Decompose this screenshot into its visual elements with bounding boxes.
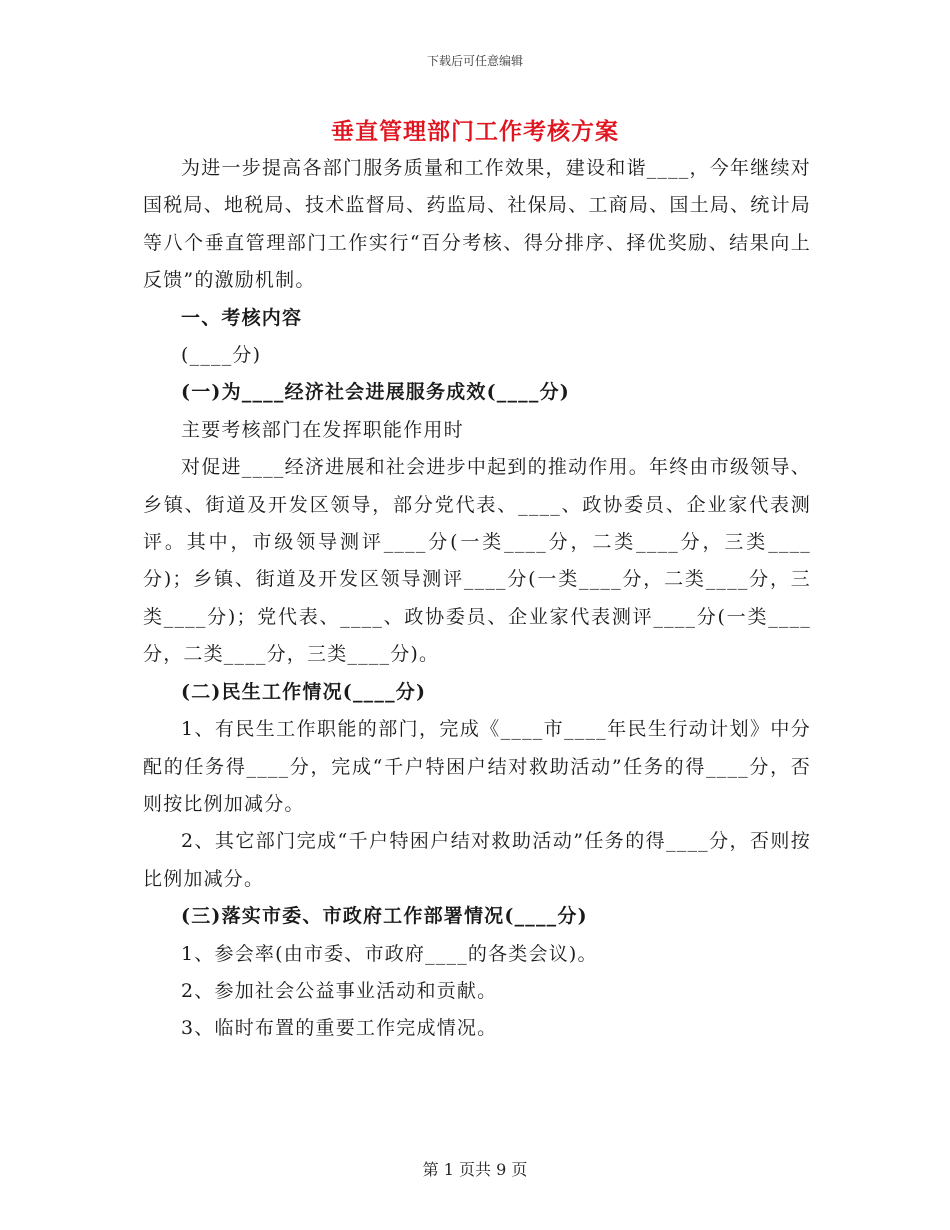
list-item-deployment-3: 3、临时布置的重要工作完成情况。 — [181, 1017, 498, 1040]
section-score-note: (____分) — [181, 344, 262, 367]
subsection-heading-3: (三)落实市委、市政府工作部署情况(____分) — [181, 905, 588, 928]
subsection-heading-1: (一)为____经济社会进展服务成效(____分) — [181, 381, 570, 404]
list-item-deployment-2: 2、参加社会公益事业活动和贡献。 — [181, 979, 498, 1002]
document-body — [143, 150, 811, 1048]
paragraph-main-assessment: 主要考核部门在发挥职能作用时 — [181, 418, 464, 441]
page-indicator: 第 1 页共 9 页 — [422, 1160, 528, 1179]
intro-paragraph: 为进一步提高各部门服务质量和工作效果，建设和谐____，今年继续对国税局、地税局、技术监督局、药监局、社保局、工商局、国土局、统计局等八个垂直管理部门工作实行“百分考核、得分排序、择优奖励、结果向上反馈”的激励机制。 — [143, 157, 811, 292]
list-item-livelihood-2: 2、其它部门完成“千户特困户结对救助活动”任务的得____分，否则按比例加减分。 — [143, 830, 811, 890]
subsection-heading-2: (二)民生工作情况(____分) — [181, 680, 427, 703]
download-note: 下载后可任意编辑 — [426, 54, 523, 68]
paragraph-evaluation-details: 对促进____经济进展和社会进步中起到的推动作用。年终由市级领导、乡镇、街道及开发区领导，部分党代表、____、政协委员、企业家代表测评。其中，市级领导测评____分(一类____分，二类____分，三类____分)；乡镇、街道及开发区领导测评____分(一类____分，二类____分，三类____分)；党代表、____、政协委员、企业家代表测评____分(一类____分，二类____分，三类____分)。 — [143, 456, 811, 666]
list-item-livelihood-1: 1、有民生工作职能的部门，完成《____市____年民生行动计划》中分配的任务得____分，完成“千户特困户结对救助活动”任务的得____分，否则按比例加减分。 — [143, 718, 811, 815]
document-title: 垂直管理部门工作考核方案 — [331, 118, 619, 145]
list-item-deployment-1: 1、参会率(由市委、市政府____的各类会议)。 — [181, 942, 598, 965]
section-heading-assessment-content: 一、考核内容 — [181, 306, 303, 329]
